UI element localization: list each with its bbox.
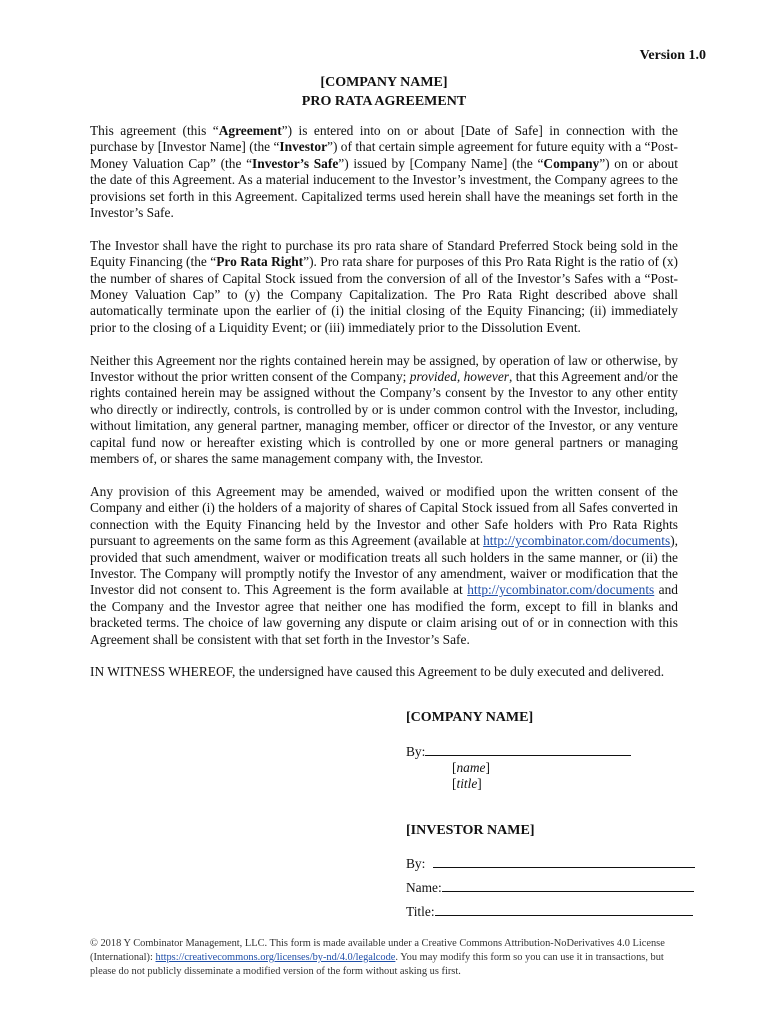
title-label: Title:	[406, 904, 435, 919]
investor-title-line[interactable]	[435, 903, 693, 916]
defined-term: Investor	[279, 139, 328, 155]
text-run: ”) issued by [Company Name] (the “	[338, 155, 544, 171]
by-label: By:	[406, 856, 426, 871]
text-run: ”) of that certain simple agreement for future equity with a “Post-Money Valuation Cap” (the “	[90, 139, 678, 171]
investor-title-row	[406, 903, 693, 920]
text-run: ”) is entered into on or about [Date of Safe] in connection with the purchase by [Investor Name] (the “	[90, 123, 678, 155]
investor-by-row	[406, 855, 695, 872]
license-footer	[90, 937, 690, 979]
defined-term: Investor’s Safe	[252, 155, 339, 171]
version-label: Version 1.0	[639, 48, 706, 63]
text-run: This agreement (this “	[90, 123, 219, 138]
documents-link[interactable]: http://ycombinator.com/documents	[483, 533, 671, 549]
text-run: ”) on or about the date of this Agreement. As a material inducement to the Investor’s investment, the Company agrees to the provisions set forth in this Agreement. Capitalized terms used herein shall have the meanings set forth in the Investor’s Safe.	[90, 155, 678, 221]
company-signature-heading: [COMPANY NAME]	[406, 710, 534, 725]
paragraph-witness: IN WITNESS WHEREOF, the undersigned have caused this Agreement to be duly executed and delivered.	[90, 664, 665, 680]
paragraph-amendment	[90, 484, 678, 648]
defined-term: Company	[543, 155, 600, 171]
company-signer-name	[452, 760, 490, 776]
document-title	[0, 73, 768, 111]
agreement-body	[90, 123, 678, 697]
agreement-title: PRO RATA AGREEMENT	[301, 94, 467, 109]
text-run: © 2018 Y Combinator Management, LLC. This form is made available under a Creative Commons Attribution-NoDerivatives 4.0 License (International):	[90, 938, 665, 963]
investor-signature-heading: [INVESTOR NAME]	[406, 823, 535, 838]
documents-link[interactable]: http://ycombinator.com/documents	[467, 582, 655, 598]
investor-name-line[interactable]	[442, 879, 694, 892]
paragraph-assignment	[90, 353, 678, 468]
bracket: ]	[485, 760, 490, 775]
text-run: . You may modify this form so you can use it in transactions, but please do not publicly disseminate a modified version of the form without asking us first.	[90, 952, 664, 977]
company-name-heading: [COMPANY NAME]	[320, 75, 448, 90]
text-run: The Investor shall have the right to purchase its pro rata share of Standard Preferred Stock being sold in the Equity Financing (the “	[90, 237, 678, 270]
defined-term: Pro Rata Right	[216, 254, 304, 270]
by-label: By:	[406, 744, 426, 759]
investor-signature-line[interactable]	[433, 855, 695, 868]
title-placeholder: title	[456, 776, 478, 791]
bracket: [	[452, 760, 457, 775]
company-by-row	[406, 743, 631, 760]
name-label: Name:	[406, 880, 442, 895]
company-signature-line[interactable]	[425, 743, 631, 756]
name-placeholder: name	[456, 760, 486, 775]
company-signer-title	[452, 776, 482, 792]
bracket: [	[452, 776, 457, 791]
license-link[interactable]: https://creativecommons.org/licenses/by-nd/4.0/legalcode	[155, 952, 396, 963]
italic-term: provided, however	[409, 369, 509, 385]
investor-name-row	[406, 879, 694, 896]
text-run: , that this Agreement and/or the rights contained herein may be assigned without the Company’s consent by the Investor to any other entity who directly or indirectly, controls, is controlled by or is under common control with the Investor, including, without limitation, any general partner, managing member, officer or director of the Investor, or any venture capital fund now or hereafter existing which is controlled by one or more general partners or managing members of, or shares the same management company with, the Investor.	[90, 369, 678, 467]
text-run: Neither this Agreement nor the rights contained herein may be assigned, by operation of law or otherwise, by Investor without the prior written consent of the Company;	[90, 352, 678, 385]
paragraph-intro	[90, 123, 678, 221]
text-run: ”). Pro rata share for purposes of this Pro Rata Right is the ratio of (x) the number of shares of Capital Stock issued from the conversion of all of the Investor’s Safes with a “Post-Money Valuation Cap” to (y) the Company Capitalization. The Pro Rata Right described above shall automatically terminate upon the earlier of (i) the initial closing of the Equity Financing; (ii) immediately prior to the closing of a Liquidity Event; or (iii) immediately prior to the Dissolution Event.	[90, 254, 678, 335]
text-run: ), provided that such amendment, waiver or modification treats all such holders in the same manner, or (ii) the Investor. The Company will promptly notify the Investor of any amendment, waiver or modification that the Investor did not consent to. This Agreement is the form available at	[90, 533, 678, 598]
text-run: Any provision of this Agreement may be amended, waived or modified upon the written consent of the Company and either (i) the holders of a majority of shares of Capital Stock issued from all Safes converted in connection with the Equity Financing held by the Investor and other Safe holders with Pro Rata Rights pursuant to agreements on the same form as this Agreement (available at	[90, 483, 678, 549]
bracket: ]	[477, 776, 482, 791]
defined-term: Agreement	[218, 123, 282, 138]
text-run: and the Company and the Investor agree that neither one has modified the form, except to fill in blanks and bracketed terms. The choice of law governing any dispute or claim arising out of or in connection with this Agreement shall be consistent with that set forth in the Investor’s Safe.	[90, 582, 678, 647]
paragraph-pro-rata-right	[90, 238, 678, 336]
